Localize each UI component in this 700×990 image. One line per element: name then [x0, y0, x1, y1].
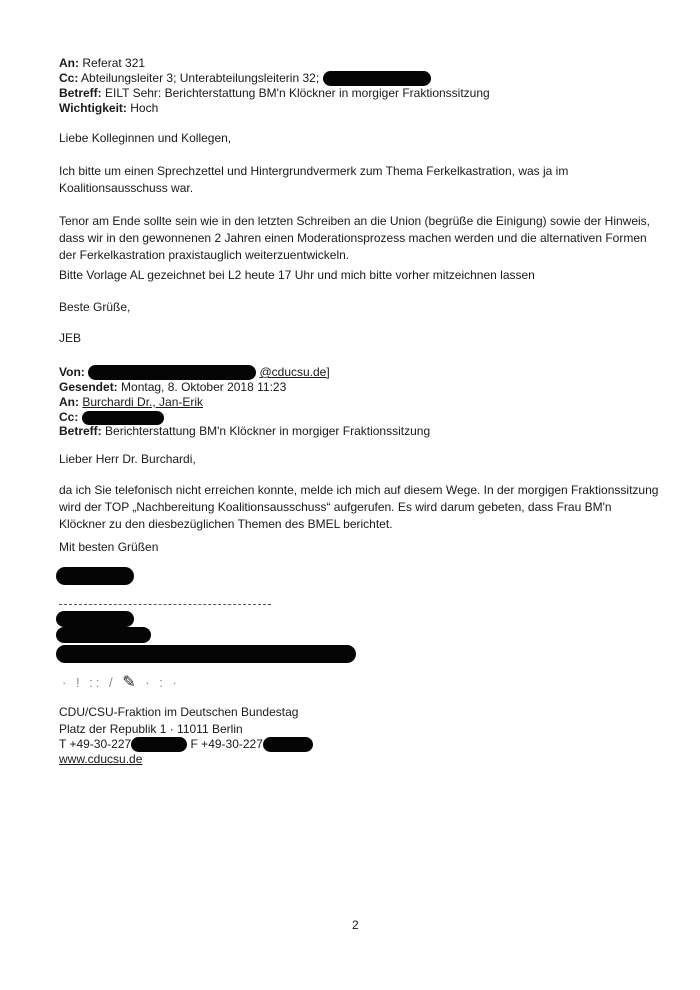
sent-value: Montag, 8. Oktober 2018 11:23 [121, 380, 287, 394]
org-name: CDU/CSU-Fraktion im Deutschen Bundestag [59, 705, 299, 719]
to-value: Burchardi Dr., Jan-Erik [82, 395, 204, 409]
to-label: An: [59, 395, 79, 409]
from-domain[interactable]: @cducsu.de] [259, 365, 330, 379]
cc-label: Cc: [59, 410, 79, 424]
email1-subject-line [59, 86, 490, 101]
email1-signature: JEB [59, 331, 82, 345]
email1-paragraph-2: Tenor am Ende sollte sein wie in den letzten Schreiben an die Union (begrüße die Einigung) sowie der Hinweis, dass wir in den gewonnenen 2 Jahren einen Moderationsprozess machen werden und die alternativen Formen der Ferkelkastration praxistauglich weiterzuentwickeln. [59, 214, 650, 262]
sent-label: Gesendet: [59, 380, 118, 394]
cc-value: Abteilungsleiter 3; Unterabteilungsleiterin 32; [81, 71, 320, 85]
email1-greeting: Liebe Kolleginnen und Kollegen, [59, 131, 232, 145]
email1-paragraph-1: Ich bitte um einen Sprechzettel und Hintergrundvermerk zum Thema Ferkelkastration, was ja im Koalitionsausschuss war. [59, 164, 569, 195]
cc-label: Cc: [59, 71, 79, 85]
email1-cc-line [59, 71, 431, 86]
to-label: An: [59, 56, 79, 70]
redaction-bar [323, 71, 431, 86]
from-label: Von: [59, 365, 85, 379]
email1-closing: Beste Grüße, [59, 300, 131, 314]
subject-label: Betreff: [59, 86, 102, 100]
email2-paragraph-1: da ich Sie telefonisch nicht erreichen konnte, melde ich mich auf diesem Wege. In der morgigen Fraktionssitzung wird der TOP „Nachbereitung Koalitionsausschuss“ aufgerufen. Es wird darum gebeten, dass Frau BM'n Klöckner zu den diesbezüglichen Themen des BMEL berichtet. [59, 483, 659, 531]
redaction-bar [82, 411, 164, 425]
importance-label: Wichtigkeit: [59, 101, 127, 115]
subject-value: EILT Sehr: Berichterstattung BM'n Klöckner in morgiger Fraktionssitzung [105, 86, 490, 100]
redaction-bar [56, 611, 134, 627]
email2-from-line [59, 365, 330, 380]
to-value: Referat 321 [82, 56, 146, 70]
email2-subject-line [59, 424, 430, 439]
email1-to-line [59, 56, 145, 71]
subject-label: Betreff: [59, 424, 102, 438]
subject-value: Berichterstattung BM'n Klöckner in morgiger Fraktionssitzung [105, 424, 431, 438]
email2-closing: Mit besten Grüßen [59, 540, 159, 554]
website-link[interactable]: www.cducsu.de [59, 752, 143, 766]
email1-paragraph-3: Bitte Vorlage AL gezeichnet bei L2 heute 17 Uhr und mich bitte vorher mitzeichnen lassen [59, 268, 535, 282]
redaction-bar [56, 645, 356, 663]
page-number: 2 [352, 918, 359, 932]
email2-to-line [59, 395, 203, 410]
signature-divider [59, 604, 271, 605]
redaction-bar [56, 627, 151, 643]
email2-sent-line [59, 380, 286, 395]
fax-prefix: F +49-30-227 [190, 737, 263, 751]
faded-logo-icon: · ! :: / ✎ · : · [62, 674, 180, 691]
phone-prefix: T +49-30-227 [59, 737, 132, 751]
email2-cc-line [59, 410, 164, 425]
redaction-bar [56, 567, 134, 585]
email2-greeting: Lieber Herr Dr. Burchardi, [59, 452, 196, 466]
redaction-bar [88, 365, 256, 380]
importance-value: Hoch [130, 101, 159, 115]
website-link-wrap [59, 751, 659, 768]
email1-importance-line [59, 101, 158, 116]
org-address: Platz der Republik 1 · 11011 Berlin [59, 722, 243, 736]
